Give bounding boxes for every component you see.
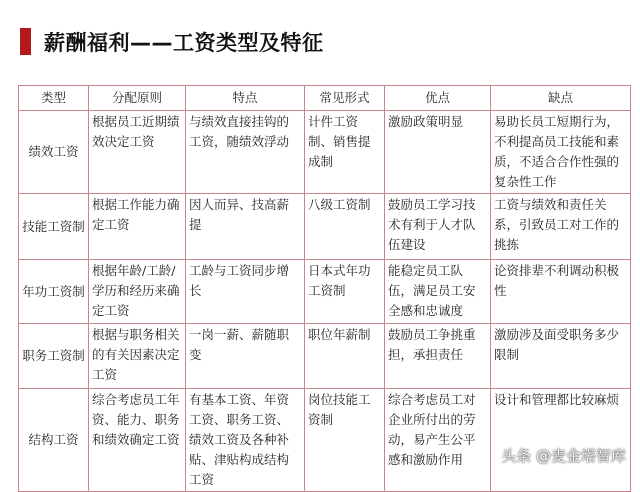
cell-forms: 计件工资制、销售提成制 [305,111,385,194]
table-row [19,389,631,492]
header-principle: 分配原则 [89,86,186,111]
cell-features: 一岗一薪、薪随职变 [186,324,305,389]
cell-features: 因人而异、技高薪提 [186,194,305,260]
title-accent-bar [20,28,31,55]
watermark: 头条 @麦金塔智库 [501,447,626,465]
cell-pros: 综合考虑员工对企业所付出的劳动，易产生公平感和激励作用 [385,389,491,492]
cell-forms: 岗位技能工资制 [305,389,385,492]
cell-principle: 根据员工近期绩效决定工资 [89,111,186,194]
salary-types-table [18,85,631,492]
table-row [19,260,631,324]
cell-type: 结构工资 [19,389,89,492]
cell-cons: 易助长员工短期行为，不利提高员工技能和素质，不适合合作性强的复杂性工作 [491,111,631,194]
cell-features: 工龄与工资同步增长 [186,260,305,324]
cell-type: 绩效工资 [19,111,89,194]
header-features: 特点 [186,86,305,111]
cell-forms: 日本式年功工资制 [305,260,385,324]
table-row [19,111,631,194]
cell-pros: 能稳定员工队伍，满足员工安全感和忠诚度 [385,260,491,324]
cell-principle: 根据与职务相关的有关因素决定工资 [89,324,186,389]
cell-pros: 鼓励员工学习技术有利于人才队伍建设 [385,194,491,260]
table-row [19,324,631,389]
cell-type: 职务工资制 [19,324,89,389]
cell-type: 年功工资制 [19,260,89,324]
page-title: 薪酬福利——工资类型及特征 [44,31,324,55]
cell-principle: 根据工作能力确定工资 [89,194,186,260]
table-row [19,194,631,260]
cell-cons: 工资与绩效和责任关系，引致员工对工作的挑拣 [491,194,631,260]
header-cons: 缺点 [491,86,631,111]
cell-type: 技能工资制 [19,194,89,260]
cell-features: 有基本工资、年资工资、职务工资、绩效工资及各种补贴、津贴构成结构工资 [186,389,305,492]
cell-cons: 设计和管理都比较麻烦 [491,389,631,492]
cell-principle: 综合考虑员工年资、能力、职务和绩效确定工资 [89,389,186,492]
table-header-row [19,86,631,111]
cell-forms: 八级工资制 [305,194,385,260]
header-forms: 常见形式 [305,86,385,111]
cell-pros: 鼓励员工争挑重担，承担责任 [385,324,491,389]
cell-principle: 根据年龄/工龄/学历和经历来确定工资 [89,260,186,324]
cell-cons: 论资排辈不利调动积极性 [491,260,631,324]
cell-features: 与绩效直接挂钩的工资，随绩效浮动 [186,111,305,194]
cell-forms: 职位年薪制 [305,324,385,389]
header-pros: 优点 [385,86,491,111]
header-type: 类型 [19,86,89,111]
cell-cons: 激励涉及面受职务多少限制 [491,324,631,389]
cell-pros: 激励政策明显 [385,111,491,194]
